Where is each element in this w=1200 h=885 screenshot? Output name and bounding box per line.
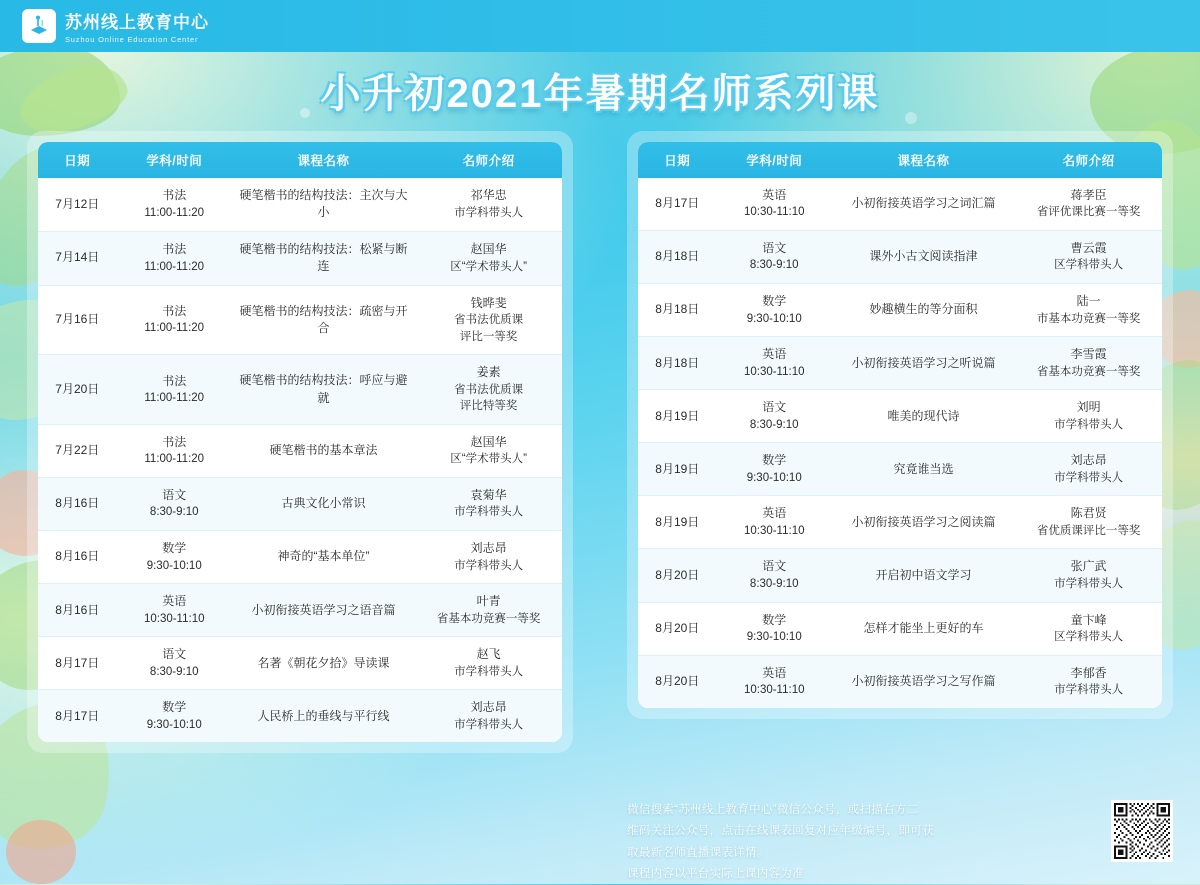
subject-label: 书法 [162,188,187,203]
cell-subject-time [717,390,832,443]
teacher-name: 陆一 [1076,294,1101,309]
teacher-credential: 市学科带头人 [1054,577,1124,590]
brand-logo[interactable] [22,8,209,44]
footer-line-3: 取最新名师直播课表详情。 [627,846,769,859]
cell-date: 7月12日 [38,178,117,231]
cell-teacher [1015,284,1162,337]
table-row[interactable] [638,390,1162,443]
cell-date: 8月19日 [638,390,717,443]
teacher-name: 钱晔斐 [470,295,507,310]
time-label: 11:00-11:20 [144,322,205,335]
time-label: 9:30-10:10 [146,559,202,572]
teacher-credential: 省优质课评比一等奖 [1036,524,1141,537]
cell-date: 7月14日 [38,231,117,285]
table-row[interactable] [38,425,562,478]
cell-subject-time [117,355,232,425]
table-row[interactable] [638,231,1162,284]
cell-date: 8月19日 [638,443,717,496]
cell-subject-time [117,231,232,285]
teacher-name: 陈君贤 [1070,506,1107,521]
cell-teacher [1015,178,1162,231]
cell-subject-time [117,584,232,637]
cell-course-name: 古典文化小常识 [232,478,415,531]
cell-course-name: 课外小古文阅读指津 [832,231,1015,284]
cell-course-name: 小初衔接英语学习之语音篇 [232,584,415,637]
teacher-credential: 市学科带头人 [1054,418,1124,431]
time-label: 8:30-9:10 [149,665,199,678]
teacher-name: 刘明 [1076,400,1101,415]
teacher-credential: 市学科带头人 [454,718,524,731]
subject-label: 语文 [762,400,787,415]
cell-teacher [1015,655,1162,708]
teacher-name: 姜素 [476,365,501,380]
teacher-name: 刘志昂 [470,541,507,556]
subject-label: 英语 [762,665,787,680]
table-row[interactable] [38,355,562,425]
cell-teacher [1015,390,1162,443]
subject-label: 数学 [762,612,787,627]
cell-course-name: 硬笔楷书的基本章法 [232,425,415,478]
table-row[interactable] [638,496,1162,549]
cell-course-name: 小初衔接英语学习之听说篇 [832,337,1015,390]
cell-subject-time [117,531,232,584]
column-header-teacher: 名师介绍 [415,142,562,178]
cell-course-name: 开启初中语文学习 [832,549,1015,602]
teacher-name: 赵国华 [470,242,507,257]
teacher-credential: 省书法优质课 [454,313,524,326]
table-row[interactable] [638,337,1162,390]
time-label: 10:30-11:10 [743,524,805,537]
cell-subject-time [117,690,232,743]
table-row[interactable] [38,531,562,584]
cell-course-name: 小初衔接英语学习之词汇篇 [832,178,1015,231]
subject-label: 英语 [762,506,787,521]
cell-teacher [415,584,562,637]
page-title: 小升初2021年暑期名师系列课 [320,72,880,116]
cell-subject-time [717,284,832,337]
time-label: 11:00-11:20 [144,453,205,466]
cell-teacher [1015,549,1162,602]
subject-label: 书法 [162,242,187,257]
cell-subject-time [117,637,232,690]
table-row[interactable] [38,231,562,285]
cell-teacher [1015,231,1162,284]
cell-date: 8月20日 [638,602,717,655]
cell-date: 8月16日 [38,478,117,531]
subject-label: 书法 [162,373,187,388]
subject-label: 语文 [162,488,187,503]
time-label: 8:30-9:10 [149,506,199,519]
cell-subject-time [717,496,832,549]
header-bar [0,0,1200,52]
time-label: 11:00-11:20 [144,392,205,405]
cell-date: 8月18日 [638,337,717,390]
cell-teacher [415,690,562,743]
time-label: 9:30-10:10 [746,630,802,643]
table-row[interactable] [638,443,1162,496]
cell-date: 8月20日 [638,655,717,708]
schedule-panel-right [627,131,1173,719]
column-header-date: 日期 [638,142,717,178]
footer-note [627,800,1173,885]
footer-line-4: 课程内容以平台实际上课内容为准 [627,867,804,880]
cell-teacher [415,425,562,478]
cell-subject-time [717,337,832,390]
brand-name-cn: 苏州线上教育中心 [65,13,209,32]
qr-code-icon[interactable] [1111,800,1173,862]
time-label: 11:00-11:20 [144,260,205,273]
subject-label: 数学 [162,700,187,715]
cell-subject-time [117,425,232,478]
cell-course-name: 怎样才能坐上更好的车 [832,602,1015,655]
cell-teacher [415,478,562,531]
cell-subject-time [717,443,832,496]
teacher-name: 刘志昂 [1070,453,1107,468]
cell-date: 8月17日 [38,690,117,743]
cell-teacher [415,231,562,285]
cell-date: 8月19日 [638,496,717,549]
teacher-name: 李郁香 [1070,665,1107,680]
column-header-course: 课程名称 [232,142,415,178]
table-row[interactable] [638,602,1162,655]
education-logo-icon [22,9,56,43]
table-row[interactable] [638,655,1162,708]
teacher-credential: 区“学术带头人” [450,260,527,273]
column-header-date: 日期 [38,142,117,178]
time-label: 10:30-11:10 [743,683,805,696]
footer-line-1: 微信搜索“苏州线上教育中心”微信公众号，或扫描右方二 [627,804,919,816]
cell-course-name: 妙趣横生的等分面积 [832,284,1015,337]
table-row[interactable] [38,690,562,743]
teacher-credential: 市基本功竞赛一等奖 [1036,312,1141,325]
cell-date: 8月17日 [38,637,117,690]
cell-teacher [1015,602,1162,655]
subject-label: 英语 [162,594,187,609]
cell-teacher [415,531,562,584]
teacher-name: 李雪霞 [1070,347,1107,362]
teacher-credential: 区“学术带头人” [450,453,527,466]
cell-course-name: 神奇的“基本单位” [232,531,415,584]
teacher-credential: 省基本功竞赛一等奖 [436,612,541,625]
subject-label: 语文 [162,647,187,662]
teacher-credential: 省评优课比赛一等奖 [1036,206,1141,219]
subject-label: 书法 [162,435,187,450]
teacher-credential: 评比特等奖 [459,400,518,413]
table-row[interactable] [38,285,562,355]
cell-course-name: 人民桥上的垂线与平行线 [232,690,415,743]
table-row[interactable] [38,637,562,690]
cell-course-name: 小初衔接英语学习之阅读篇 [832,496,1015,549]
cell-date: 7月22日 [38,425,117,478]
teacher-credential: 市学科带头人 [1054,683,1124,696]
cell-teacher [415,637,562,690]
teacher-credential: 市学科带头人 [454,665,524,678]
teacher-name: 张广武 [1070,559,1107,574]
teacher-name: 赵国华 [470,435,507,450]
cell-date: 8月16日 [38,584,117,637]
brand-name-en: Suzhou Online Education Center [65,35,199,44]
table-row[interactable] [38,178,562,231]
cell-course-name: 硬笔楷书的结构技法：呼应与避就 [232,355,415,425]
cell-course-name: 硬笔楷书的结构技法：主次与大小 [232,178,415,231]
cell-course-name: 小初衔接英语学习之写作篇 [832,655,1015,708]
teacher-credential: 市学科带头人 [454,506,524,519]
schedule-panel-left [27,131,573,753]
column-header-teacher: 名师介绍 [1015,142,1162,178]
table-body-right [638,178,1162,708]
cell-date: 8月16日 [38,531,117,584]
footer-line-2: 维码关注公众号，点击在线课表回复对应年级编号，即可获 [627,825,934,838]
table-header-row [38,142,562,178]
teacher-credential: 区学科带头人 [1054,259,1124,272]
time-label: 10:30-11:10 [743,206,805,219]
teacher-name: 童卞峰 [1070,612,1107,627]
subject-label: 书法 [162,303,187,318]
cell-course-name: 名著《朝花夕拾》导读课 [232,637,415,690]
time-label: 8:30-9:10 [749,577,799,590]
subject-label: 英语 [762,347,787,362]
cell-teacher [415,285,562,355]
table-body-left [38,178,562,742]
teacher-name: 袁菊华 [470,488,507,503]
cell-date: 8月18日 [638,231,717,284]
cell-course-name: 究竟谁当选 [832,443,1015,496]
table-row[interactable] [38,478,562,531]
table-header-row [638,142,1162,178]
table-row[interactable] [38,584,562,637]
time-label: 9:30-10:10 [746,312,802,325]
teacher-credential: 省书法优质课 [454,383,524,396]
cell-date: 7月16日 [38,285,117,355]
cell-date: 8月20日 [638,549,717,602]
column-header-subject: 学科/时间 [717,142,832,178]
cell-course-name: 硬笔楷书的结构技法：松紧与断连 [232,231,415,285]
schedule-table-right [638,142,1162,708]
cell-subject-time [717,178,832,231]
subject-label: 数学 [762,453,787,468]
teacher-name: 祁华忠 [470,188,507,203]
time-label: 9:30-10:10 [146,718,202,731]
flower-decor [6,820,76,884]
teacher-credential: 市学科带头人 [454,559,524,572]
cell-teacher [1015,443,1162,496]
cell-date: 7月20日 [38,355,117,425]
table-row[interactable] [638,284,1162,337]
cell-course-name: 硬笔楷书的结构技法：疏密与开合 [232,285,415,355]
subject-label: 英语 [762,188,787,202]
cell-date: 8月17日 [638,178,717,231]
teacher-credential: 市学科带头人 [454,206,524,219]
cell-subject-time [717,602,832,655]
footer-text-block [627,800,1097,885]
time-label: 11:00-11:20 [144,206,205,219]
subject-label: 语文 [762,241,787,256]
cell-date: 8月18日 [638,284,717,337]
table-row[interactable] [638,178,1162,231]
cell-teacher [415,178,562,231]
subject-label: 数学 [162,541,187,556]
column-header-course: 课程名称 [832,142,1015,178]
cell-teacher [1015,337,1162,390]
teacher-credential: 省基本功竞赛一等奖 [1036,365,1141,378]
schedule-table-left [38,142,562,742]
cell-subject-time [117,178,232,231]
cell-teacher [415,355,562,425]
column-header-subject: 学科/时间 [117,142,232,178]
cell-subject-time [717,549,832,602]
teacher-credential: 区学科带头人 [1054,630,1124,643]
teacher-credential: 市学科带头人 [1054,471,1124,484]
teacher-name: 蒋孝臣 [1070,188,1107,202]
time-label: 10:30-11:10 [743,365,805,378]
cell-subject-time [117,478,232,531]
teacher-name: 曹云霞 [1070,241,1107,256]
time-label: 8:30-9:10 [749,259,799,272]
teacher-name: 叶青 [476,594,501,609]
time-label: 8:30-9:10 [749,418,799,431]
table-row[interactable] [638,549,1162,602]
cell-teacher [1015,496,1162,549]
cell-subject-time [717,231,832,284]
teacher-name: 刘志昂 [470,700,507,715]
subject-label: 数学 [762,294,787,309]
subject-label: 语文 [762,559,787,574]
teacher-name: 赵飞 [476,647,501,662]
time-label: 10:30-11:10 [143,612,205,625]
time-label: 9:30-10:10 [746,471,802,484]
cell-subject-time [717,655,832,708]
cell-course-name: 唯美的现代诗 [832,390,1015,443]
cell-subject-time [117,285,232,355]
teacher-credential: 评比一等奖 [459,330,518,343]
